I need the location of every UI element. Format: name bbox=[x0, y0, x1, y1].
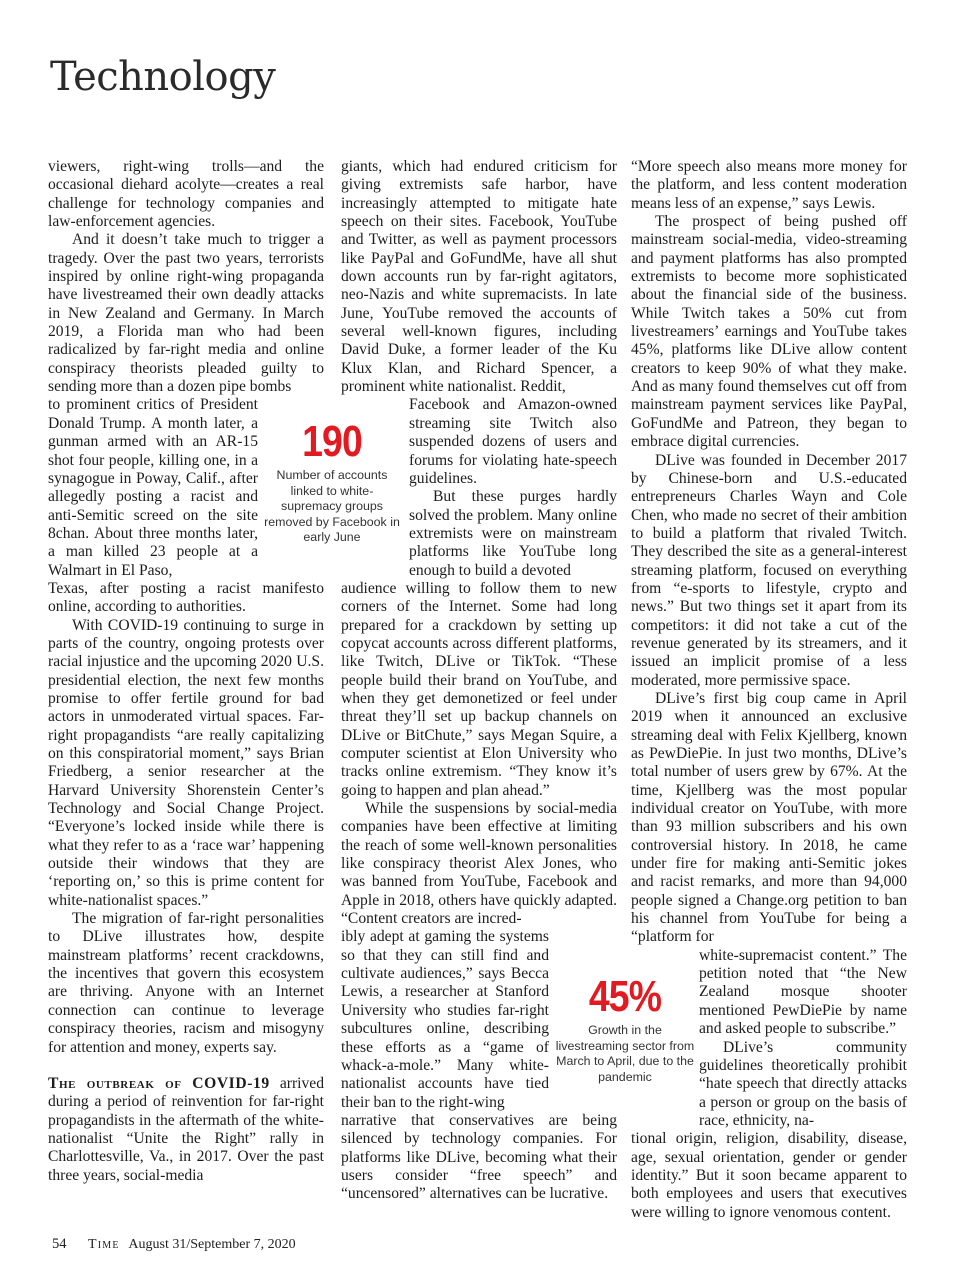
issue-date: August 31/September 7, 2020 bbox=[128, 1237, 296, 1252]
paragraph: And it doesn’t take much to trigger a tragedy. Over the past two years, terrorists inspired by online right-wing propaganda have livestreamed their own deadly attacks in New Zealand and Germany. In March 2019, a Florida man who had been radicalized by far-right media and online conspiracy theorists pleaded guilty to sending more than a dozen pipe bombs bbox=[48, 231, 324, 396]
paragraph: viewers, right-wing trolls—and the occasional diehard acolyte—creates a real challenge for technology companies and law-enforcement agencies. bbox=[48, 158, 324, 231]
section-lead-paragraph bbox=[48, 1075, 324, 1185]
stat-caption: Number of accounts linked to white-supremacy groups removed by Facebook in early June bbox=[264, 468, 400, 544]
paragraph: Facebook and Amazon-owned streaming site Twitch also suspended dozens of users and forums for violating hate-speech guidelines. bbox=[409, 396, 617, 487]
article-column-3 bbox=[631, 158, 907, 1222]
paragraph: Texas, after posting a racist manifesto online, according to authorities. bbox=[48, 579, 324, 616]
paragraph: white-supremacist content.” The petition noted that “the New Zealand mosque shooter mentioned PewDiePie by name and asked people to subscribe.” bbox=[699, 946, 907, 1038]
paragraph: DLive’s first big coup came in April 2019 when it announced an exclusive streaming deal with Felix Kjellberg, known as PewDiePie. In just two months, DLive’s total number of users grew by 67%. At the time, Kjellberg was the most popular individual creator on YouTube, with more than 93 million subscribers and his own controversial history. In 2018, he came under fire for making anti-Semitic jokes and racist remarks, and more than 94,000 people signed a Change.org petition to ban his channel from YouTube for being a “platform for bbox=[631, 689, 907, 946]
article-column-1 bbox=[48, 158, 324, 1185]
section-title: Technology bbox=[50, 54, 276, 100]
paragraph: The prospect of being pushed off mainstream social-media, video-streaming and payment platforms has also prompted extremists to become more sophisticated about the financial side of the business. While Twitch takes a 50% cut from livestreamers’ earnings and YouTube takes 45%, platforms like DLive allow content creators to keep 90% of what they make. And as many found themselves cut off from mainstream payment services like PayPal, GoFundMe and Patreon, they began to embrace digital currencies. bbox=[631, 213, 907, 451]
paragraph: giants, which had endured criticism for giving extremists safe harbor, have increasingly attempted to mitigate hate speech on their sites. Facebook, YouTube and Twitter, as well as payment processors like PayPal and GoFundMe, have all shut down accounts run by far-right agitators, neo-Nazis and white supremacists. In late June, YouTube removed the accounts of several well-known figures, including David Duke, a former leader of the Ku Klux Klan, and Richard Spencer, a prominent white nationalist. Reddit, bbox=[341, 158, 617, 396]
paragraph: DLive was founded in December 2017 by Chinese-born and U.S.-educated entrepreneurs Charles Wayn and Cole Chen, who made no secret of their ambition to build a platform that rivaled Twitch. They described the site as a general-interest streaming platform, focused on everything from “e-sports to lifestyle, crypto and news.” But two things set it apart from its competitors: it did not take a cut of the revenue generated by its streamers, and it issued an implicit promise of a less moderated, more permissive space. bbox=[631, 451, 907, 689]
paragraph: The migration of far-right personalities to DLive illustrates how, despite mainstream platforms’ recent crackdowns, the incentives that govern this ecosystem are thriving. Anyone with an Internet connection can continue to leverage conspiracy theories, racism and misogyny for attention and money, experts say. bbox=[48, 910, 324, 1056]
paragraph: to prominent critics of President Donald Trump. A month later, a gunman armed with an AR-15 shot four people, killing one, in a synagogue in Poway, Calif., after allegedly posting a racist and anti-Semitic screed on the site 8chan. About three months later, a man killed 23 people at a Walmart in El Paso, bbox=[48, 396, 258, 579]
page-number: 54 bbox=[52, 1236, 67, 1252]
lead-in: The outbreak of COVID-19 bbox=[48, 1074, 270, 1092]
stat-number: 190 bbox=[302, 417, 362, 466]
paragraph: While the suspensions by social-media companies have been effective at limiting the reach of some well-known personalities like conspiracy theorist Alex Jones, who was banned from YouTube, Facebook and Apple in 2018, others have quickly adapted. “Content creators are incred- bbox=[341, 800, 617, 928]
paragraph: tional origin, religion, disability, disease, age, sexual orientation, gender or gender identity.” But it soon became apparent to both employees and users that executives were willing to ignore venomous content. bbox=[631, 1130, 907, 1221]
paragraph: With COVID-19 continuing to surge in parts of the country, ongoing protests over racial injustice and the upcoming 2020 U.S. presidential election, the next few months promise to offer fertile ground for bad actors in unmoderated virtual spaces. Far-right propagandists “are really capitalizing on this conspiratorial moment,” says Brian Friedberg, a senior researcher at the Harvard University Shorenstein Center’s Technology and Social Change Project. “Everyone’s locked inside while there is what they refer to as a ‘race war’ happening outside their windows that they are ‘reporting on,’ so this is prime content for white-nationalist spaces.” bbox=[48, 616, 324, 909]
stat-caption: Growth in the livestreaming sector from March to April, due to the pandemic bbox=[555, 1023, 695, 1084]
magazine-name: Time bbox=[88, 1237, 120, 1252]
paragraph: DLive’s community guidelines theoretically prohibit “hate speech that directly attacks a person or group on the basis of race, ethnicity, na- bbox=[699, 1038, 907, 1129]
paragraph: narrative that conservatives are being silenced by technology companies. For platforms like DLive, becoming what their users consider “free speech” and “uncensored” alternatives can be lucrative. bbox=[341, 1111, 617, 1203]
paragraph: audience willing to follow them to new corners of the Internet. Some had long prepared for a crackdown by setting up copycat accounts across different platforms, like Twitch, DLive or TikTok. “These people build their brand on YouTube, and when they get demonetized or feel under threat they’ll set up backup channels on DLive or BitChute,” says Megan Squire, a computer scientist at Elon University who tracks online extremism. “They know it’s going to happen and plan ahead.” bbox=[341, 579, 617, 799]
paragraph: But these purges hardly solved the problem. Many online extremists were on mainstream platforms like YouTube long enough to build a devoted bbox=[409, 488, 617, 579]
lead-in-rest: arrived during a period of reinvention for far-right propagandists in the aftermath of the white-nationalist “Unite the Right” rally in Charlottesville, Va., in 2017. Over the past three years, social-media bbox=[48, 1074, 325, 1184]
paragraph: “More speech also means more money for the platform, and less content moderation means less of an expense,” says Lewis. bbox=[631, 158, 907, 212]
stat-number: 45% bbox=[588, 972, 662, 1021]
page-footer bbox=[52, 1236, 296, 1253]
paragraph: ibly adept at gaming the systems so that they can still find and cultivate audiences,” says Becca Lewis, a researcher at Stanford University who studies far-right subcultures online, describing these efforts as a “game of whack-a-mole.” Many white-nationalist accounts have tied their ban to the right-wing bbox=[341, 928, 549, 1111]
